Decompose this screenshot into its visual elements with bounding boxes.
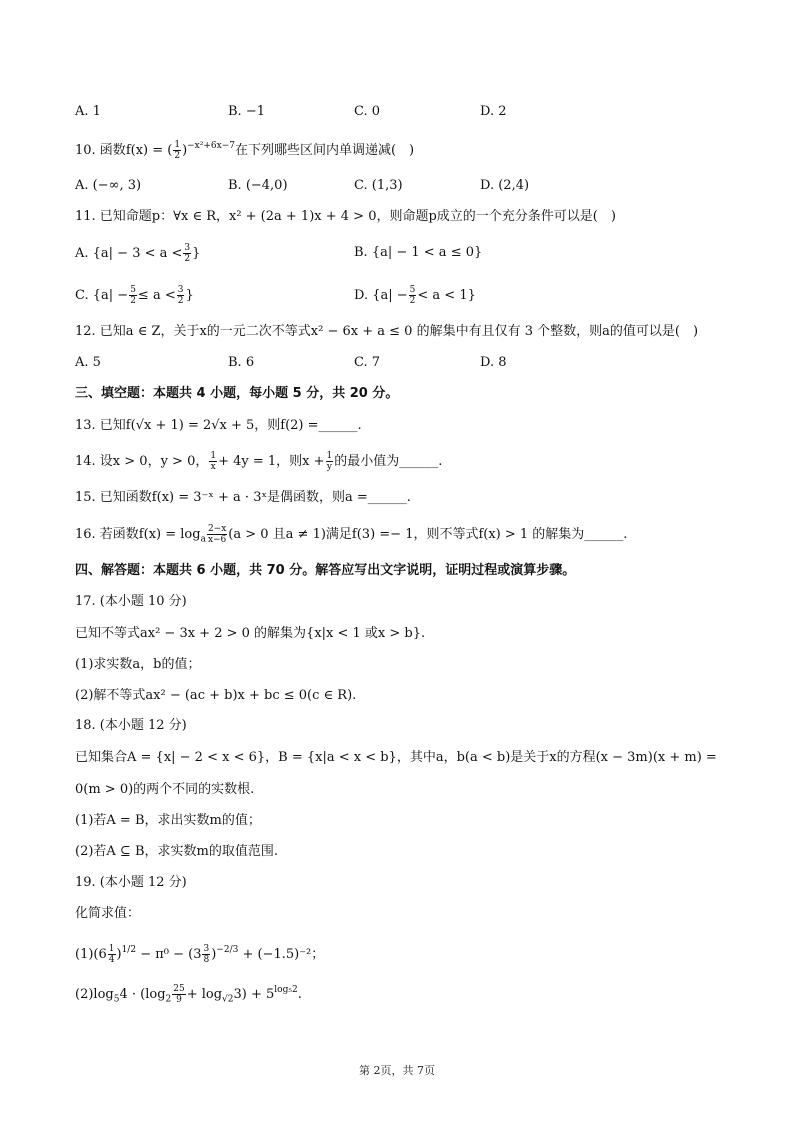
q16: 16. 若函数$f(x) = \log_a$ $\frac{2-x}{x-6}$ (a > 0 且a ≠ 1)满足f(3) =− 1，则不等式f(x) > 1 的解集为______. [75,524,628,545]
q9-option-a: A. 1 [75,104,101,119]
q19-line-1: 化简求值： [75,906,141,921]
q18-line-1: 已知集合A = {x| − 2 < x < 6}，B = {x|a < x < b}，其中a，b(a < b)是关于x的方程(x − 3m)(x + m) = [75,750,717,765]
q19-part-2: $(2)\log_54 \cdot (\log_2$ $\frac{25}{9}$ + $\log_{√2}3) + 5^{log_52}$. [75,984,302,1005]
q13: 13. 已知f(√x + 1) = 2√x + 5，则f(2) =______. [75,418,362,433]
q18-line-4: (2)若A ⊆ B，求实数m的取值范围. [75,844,278,859]
q14: 14. 设x > 0，y > 0， $\frac{1}{x}$ + 4y = 1，则x + $\frac{1}{y}$ 的最小值为______. [75,451,443,472]
q12-option-a: A. 5 [75,355,101,370]
q10-stem: 10. 函数f(x) = ( $\frac{1}{2}$ )$^{-x^2+6x-7}$在下列哪些区间内单调递减( ) [75,140,415,161]
q11-option-a: A. {a| − 3 < a < $\frac{3}{2}$ } [75,243,201,264]
q18-line-3: (1)若A = B，求出实数m的值； [75,813,261,828]
q10-option-c: C. (1,3) [354,178,403,193]
q19-heading: 19. (本小题 12 分) [75,875,187,890]
q9-option-d: D. 2 [480,104,507,119]
q11-option-c: C. {a| − $\frac{5}{2}$ ≤ a < $\frac{3}{2}$ } [75,285,194,306]
q17-line-1: 已知不等式ax² − 3x + 2 > 0 的解集为{x|x < 1 或x > b}. [75,626,426,641]
q12-option-b: B. 6 [228,355,255,370]
q17-line-2: (1)求实数a，b的值； [75,657,201,672]
q10-option-a: A. (−∞, 3) [75,178,142,193]
q12-option-d: D. 8 [480,355,507,370]
q10-option-b: B. (−4,0) [228,178,288,193]
q11-option-b: B. {a| − 1 < a ≤ 0} [354,245,483,260]
q12-option-c: C. 7 [354,355,381,370]
q18-line-2: 0(m > 0)的两个不同的实数根. [75,782,255,797]
q18-heading: 18. (本小题 12 分) [75,718,187,733]
page-footer: 第 2页，共 7页 [359,1064,435,1077]
q17-line-3: (2)解不等式ax² − (ac + b)x + bc ≤ 0(c ∈ R). [75,688,357,703]
q17-heading: 17. (本小题 10 分) [75,594,187,609]
q11-option-d: D. {a| − $\frac{5}{2}$ < a < 1} [354,285,476,306]
q9-option-c: C. 0 [354,104,381,119]
section-4-heading: 四、解答题：本题共 6 小题，共 70 分。解答应写出文字说明，证明过程或演算步骤。 [75,563,576,578]
section-3-heading: 三、填空题：本题共 4 小题，每小题 5 分，共 20 分。 [75,386,399,401]
q9-option-b: B. −1 [228,104,265,119]
q15: 15. 已知函数f(x) = 3⁻ˣ + a · 3ˣ是偶函数，则a =______. [75,490,411,505]
q19-part-1: (1)(6 $\frac{1}{4}$ )$^{1/2}$ − π⁰ − (3 $\frac{3}{8}$ )$^{-2/3}$ + (−1.5)⁻²； [75,944,325,965]
q10-option-d: D. (2,4) [480,178,530,193]
q11-stem: 11. 已知命题p：∀x ∈ R，x² + (2a + 1)x + 4 > 0，则命题p成立的一个充分条件可以是( ) [75,209,616,224]
q12-stem: 12. 已知a ∈ Z，关于x的一元二次不等式x² − 6x + a ≤ 0 的解集中有且仅有 3 个整数，则a的值可以是( ) [75,324,699,339]
